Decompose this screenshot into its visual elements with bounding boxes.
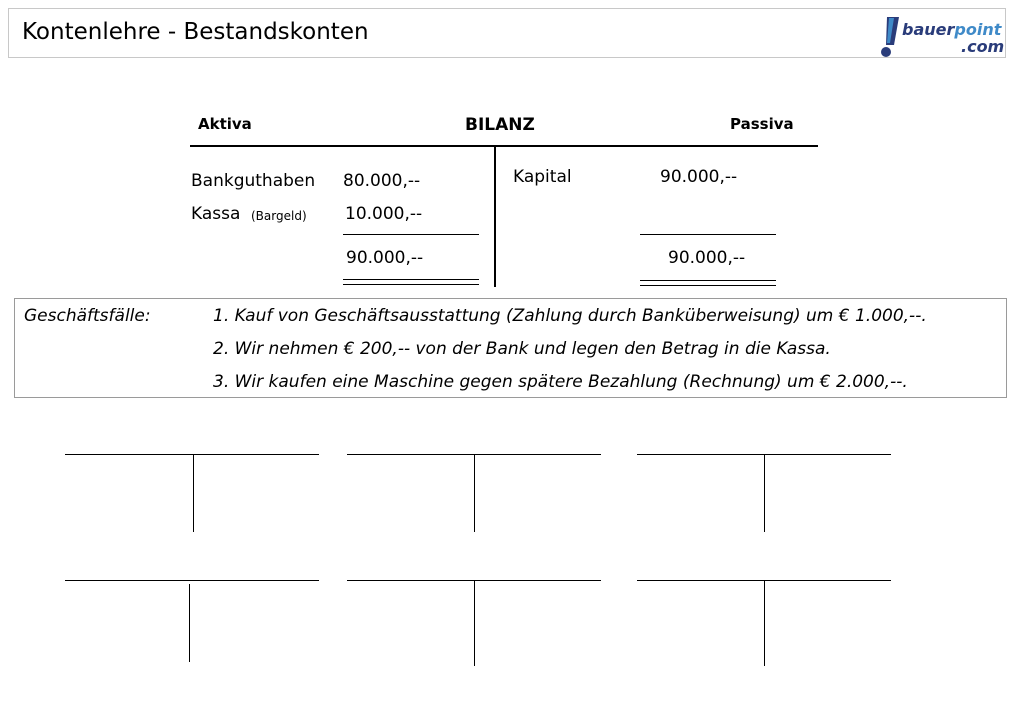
header-bar	[8, 8, 1006, 58]
exclamation-logo-icon	[877, 15, 903, 59]
bilanz-top-line	[190, 145, 818, 147]
t-account-top-line	[65, 580, 319, 581]
passiva-double-line	[640, 280, 776, 281]
aktiva-sum-line	[343, 234, 479, 235]
passiva-header: Passiva	[730, 115, 794, 133]
t-account-center-line	[193, 455, 194, 532]
business-cases-heading: Geschäftsfälle:	[24, 306, 151, 326]
t-account-center-line	[764, 581, 765, 666]
aktiva-item-label: Bankguthaben	[191, 171, 316, 191]
aktiva-item-label: Kassa	[191, 204, 241, 224]
business-cases-box	[14, 298, 1007, 398]
logo-domain: .com	[961, 37, 1005, 56]
aktiva-item-note: (Bargeld)	[251, 209, 307, 223]
passiva-sum-line	[640, 234, 776, 235]
passiva-item-label: Kapital	[513, 167, 572, 187]
aktiva-item-value: 80.000,--	[343, 171, 421, 191]
bauerpoint-logo	[877, 13, 1003, 57]
passiva-item-value: 90.000,--	[660, 167, 738, 187]
t-account-center-line	[474, 581, 475, 666]
bilanz-title: BILANZ	[465, 115, 535, 135]
logo-wordmark: bauerpoint	[902, 20, 1002, 39]
business-case-item: 1. Kauf von Geschäftsausstattung (Zahlung durch Banküberweisung) um € 1.000,--.	[213, 306, 927, 326]
t-account-center-line	[189, 584, 190, 662]
bilanz-center-line	[494, 146, 496, 287]
t-account-center-line	[474, 455, 475, 532]
passiva-double-line	[640, 285, 776, 286]
business-case-item: 3. Wir kaufen eine Maschine gegen spätere Bezahlung (Rechnung) um € 2.000,--.	[213, 372, 908, 392]
aktiva-double-line	[343, 284, 479, 285]
aktiva-item-value: 10.000,--	[345, 204, 423, 224]
aktiva-total: 90.000,--	[346, 248, 424, 268]
aktiva-header: Aktiva	[198, 115, 252, 133]
t-account-center-line	[764, 455, 765, 532]
passiva-total: 90.000,--	[668, 248, 746, 268]
page-title: Kontenlehre - Bestandskonten	[22, 19, 369, 45]
aktiva-double-line	[343, 279, 479, 280]
t-account-top-line	[65, 454, 319, 455]
business-case-item: 2. Wir nehmen € 200,-- von der Bank und legen den Betrag in die Kassa.	[213, 339, 831, 359]
